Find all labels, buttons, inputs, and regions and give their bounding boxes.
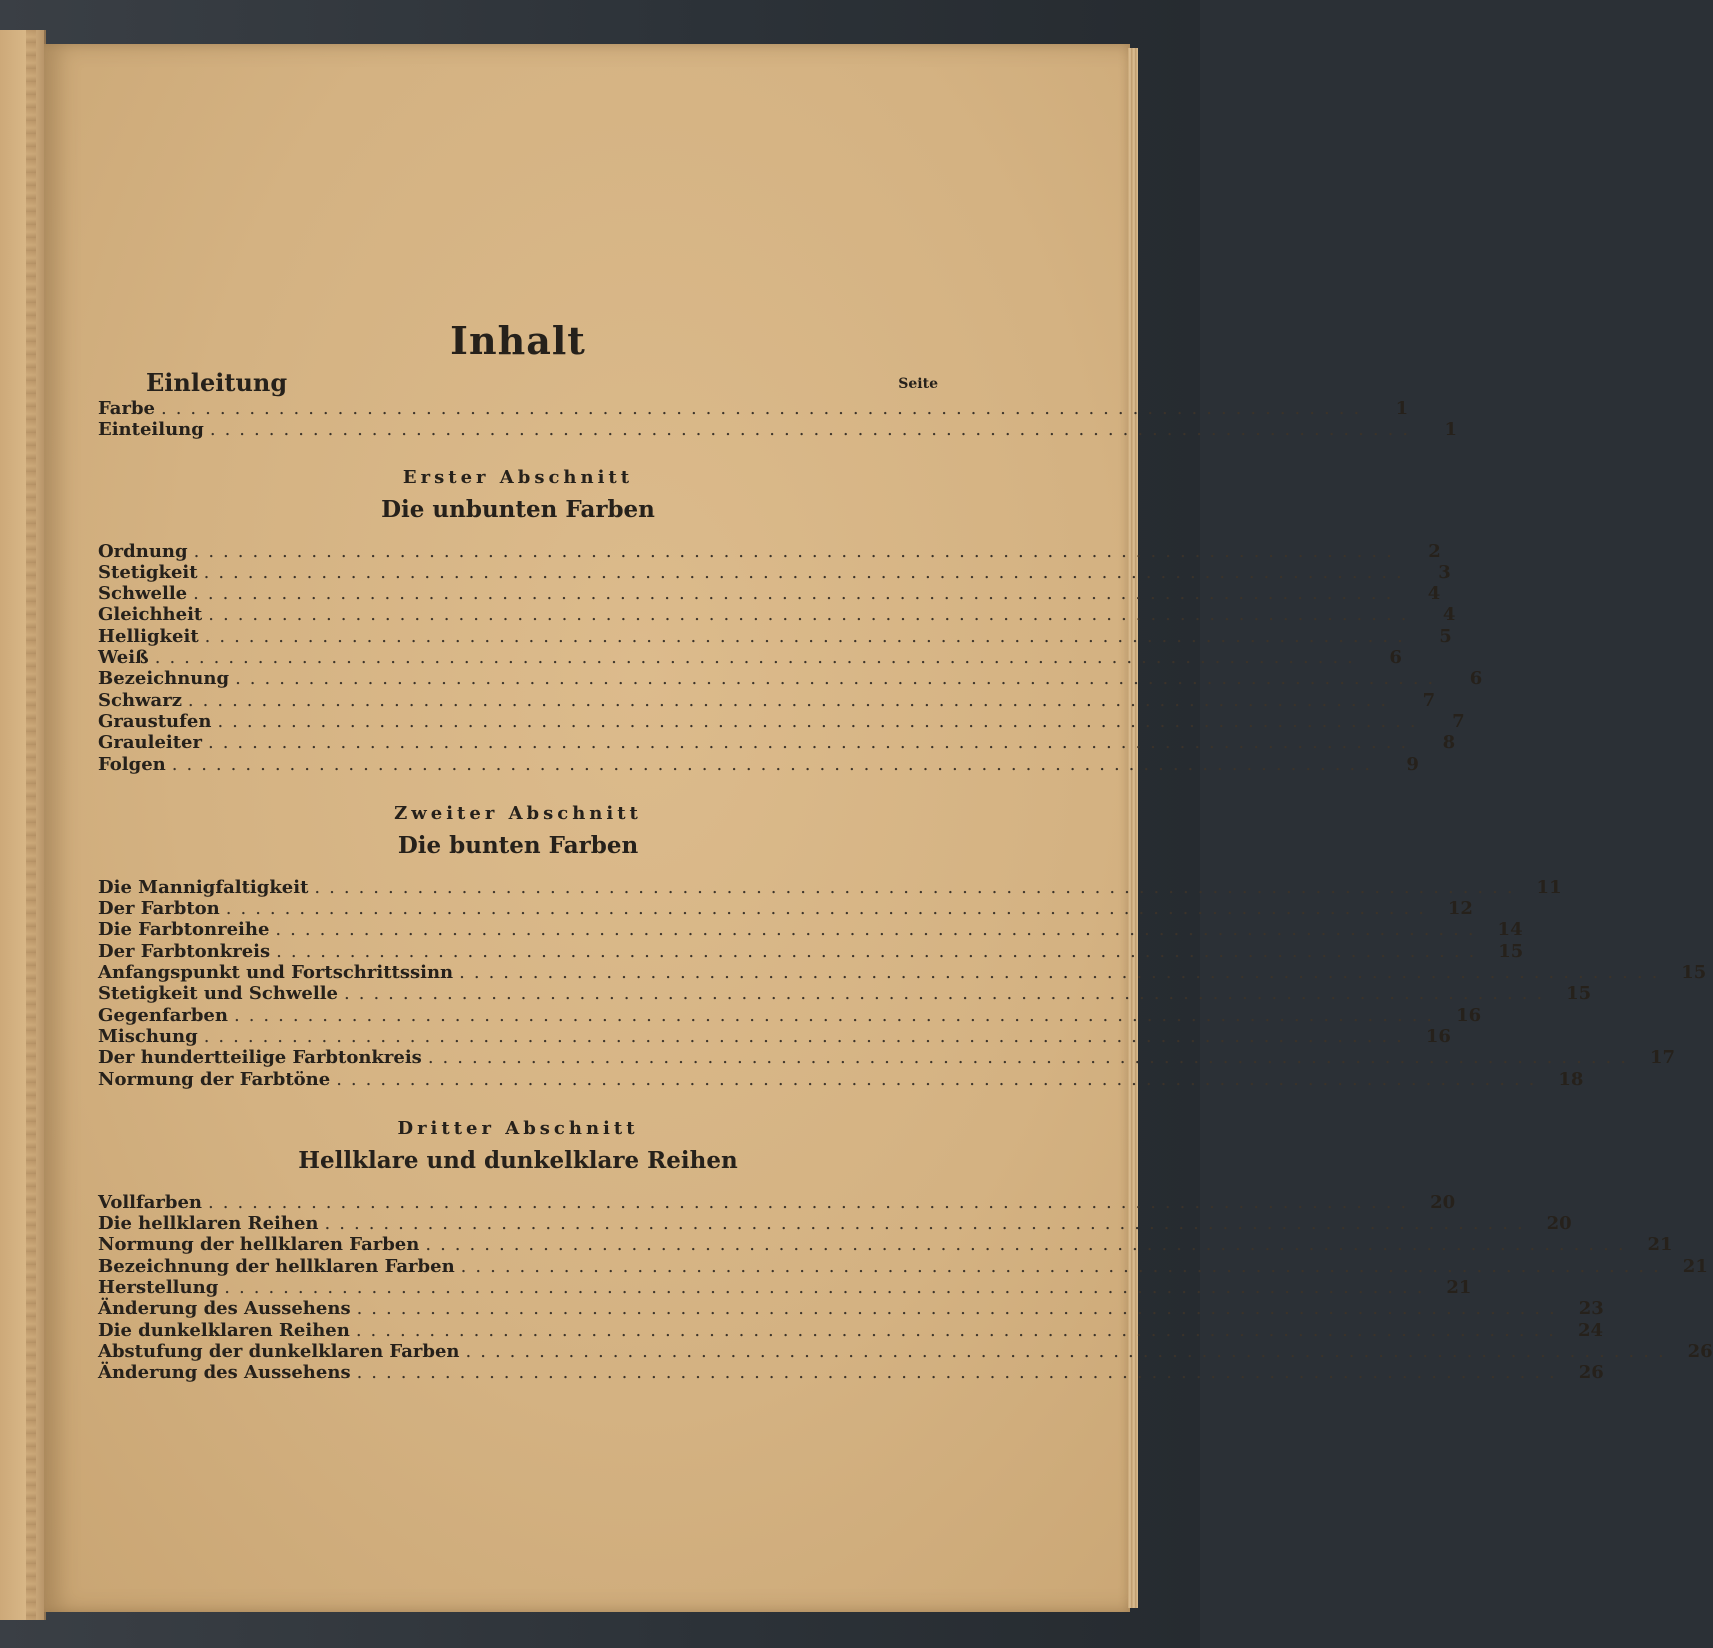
toc-entry bbox=[98, 689, 1436, 711]
leader-dots: .................................................................................. bbox=[324, 1213, 1532, 1235]
entry-label: Weiß bbox=[98, 647, 149, 669]
toc-entry bbox=[98, 753, 1419, 775]
entry-label: Änderung des Aussehens bbox=[98, 1298, 351, 1320]
entry-label: Herstellung bbox=[98, 1277, 219, 1299]
entry-label: Normung der hellklaren Farben bbox=[98, 1234, 420, 1256]
leader-dots: .................................................................................. bbox=[356, 1298, 1564, 1320]
entry-page: 26 bbox=[1578, 1362, 1604, 1384]
leader-dots: .................................................................................. bbox=[209, 419, 1418, 441]
entry-label: Vollfarben bbox=[98, 1191, 203, 1213]
toc-entry bbox=[98, 898, 1473, 920]
intro-entries bbox=[98, 398, 1458, 441]
entry-label: Der Farbton bbox=[98, 898, 220, 920]
entry-page: 4 bbox=[1427, 583, 1441, 605]
entry-page: 17 bbox=[1649, 1047, 1675, 1069]
entry-page: 11 bbox=[1536, 876, 1562, 898]
entry-page: 6 bbox=[1389, 647, 1402, 669]
entry-page: 1 bbox=[1444, 419, 1458, 441]
toc-entry bbox=[98, 540, 1441, 562]
entry-page: 12 bbox=[1447, 898, 1473, 920]
entry-label: Folgen bbox=[98, 753, 166, 775]
toc-entry bbox=[98, 919, 1523, 941]
toc-entry bbox=[98, 710, 1465, 732]
section-kicker: Dritter Abschnitt bbox=[397, 1117, 639, 1139]
entry-page: 4 bbox=[1442, 604, 1456, 626]
intro-heading: Einleitung bbox=[146, 368, 288, 397]
entry-page: 15 bbox=[1498, 940, 1524, 962]
entry-label: Schwelle bbox=[98, 583, 188, 605]
toc-entry bbox=[98, 1004, 1482, 1026]
toc-entry bbox=[98, 561, 1451, 583]
toc-entry bbox=[98, 604, 1456, 626]
leader-dots: .................................................................................. bbox=[224, 1277, 1432, 1299]
leader-dots: .................................................................................. bbox=[336, 1068, 1544, 1090]
leader-dots: .................................................................................. bbox=[225, 898, 1433, 920]
entry-page: 24 bbox=[1577, 1319, 1604, 1341]
leader-dots: .................................................................................. bbox=[193, 583, 1401, 605]
entry-label: Die hellklaren Reihen bbox=[98, 1213, 319, 1235]
toc-entry bbox=[98, 1277, 1472, 1299]
entry-page: 20 bbox=[1430, 1191, 1456, 1213]
toc-entry bbox=[98, 1191, 1456, 1213]
page-title: Inhalt bbox=[450, 318, 586, 363]
toc-entry bbox=[98, 1213, 1572, 1235]
entry-page: 9 bbox=[1406, 753, 1419, 775]
entry-page: 21 bbox=[1647, 1234, 1673, 1256]
leader-dots: .................................................................................. bbox=[207, 732, 1416, 754]
left-page-remnant bbox=[0, 30, 46, 1620]
leader-dots: .................................................................................. bbox=[208, 604, 1416, 626]
leader-dots: .................................................................................. bbox=[355, 1319, 1564, 1341]
entry-page: 2 bbox=[1428, 540, 1441, 562]
toc-entry bbox=[98, 962, 1707, 984]
leader-dots: .................................................................................. bbox=[425, 1234, 1633, 1256]
leader-dots: .................................................................................. bbox=[187, 689, 1396, 711]
entry-page: 3 bbox=[1438, 561, 1451, 583]
entry-label: Der Farbtonkreis bbox=[98, 940, 271, 962]
entry-page: 21 bbox=[1446, 1277, 1472, 1299]
entry-label: Stetigkeit und Schwelle bbox=[98, 983, 338, 1005]
page-column-label: Seite bbox=[898, 376, 938, 392]
toc-entry bbox=[98, 1068, 1584, 1090]
toc-entry bbox=[98, 1025, 1451, 1047]
leader-dots: .................................................................................. bbox=[356, 1362, 1564, 1384]
toc-entry bbox=[98, 940, 1524, 962]
entry-label: Normung der Farbtöne bbox=[98, 1068, 331, 1090]
leader-dots: .................................................................................. bbox=[276, 940, 1484, 962]
entry-page: 16 bbox=[1456, 1004, 1482, 1026]
leader-dots: .................................................................................. bbox=[154, 647, 1362, 669]
entry-label: Farbe bbox=[98, 398, 155, 419]
leader-dots: .................................................................................. bbox=[160, 398, 1369, 419]
toc-entry bbox=[98, 583, 1441, 605]
toc-entry bbox=[98, 1362, 1604, 1384]
entry-label: Die Farbtonreihe bbox=[98, 919, 270, 941]
leader-dots: .................................................................................. bbox=[193, 540, 1401, 562]
entry-label: Gegenfarben bbox=[98, 1004, 228, 1026]
entry-label: Graustufen bbox=[98, 710, 212, 732]
entry-page: 20 bbox=[1546, 1213, 1572, 1235]
entry-page: 18 bbox=[1558, 1068, 1584, 1090]
entry-label: Die Mannigfaltigkeit bbox=[98, 876, 309, 898]
entry-label: Bezeichnung bbox=[98, 668, 230, 690]
toc-entry bbox=[98, 398, 1409, 419]
entry-label: Helligkeit bbox=[98, 625, 199, 647]
toc-entry bbox=[98, 1047, 1675, 1069]
entry-label: Bezeichnung der hellklaren Farben bbox=[98, 1255, 455, 1277]
toc-entry bbox=[98, 1319, 1604, 1341]
torn-binding-edge bbox=[26, 30, 36, 1620]
entry-page: 14 bbox=[1497, 919, 1523, 941]
toc-entry bbox=[98, 625, 1452, 647]
section-title: Die unbunten Farben bbox=[381, 495, 655, 523]
section-kicker: Erster Abschnitt bbox=[402, 466, 634, 488]
leader-dots: .................................................................................. bbox=[275, 919, 1483, 941]
entry-page: 7 bbox=[1422, 689, 1436, 711]
section-kicker: Zweiter Abschnitt bbox=[394, 802, 642, 824]
entry-label: Schwarz bbox=[98, 689, 182, 711]
entry-label: Abstufung der dunkelklaren Farben bbox=[98, 1340, 460, 1362]
entry-label: Stetigkeit bbox=[98, 561, 198, 583]
leader-dots: .................................................................................. bbox=[171, 753, 1379, 775]
entry-label: Gleichheit bbox=[98, 604, 203, 626]
leader-dots: .................................................................................. bbox=[233, 1004, 1442, 1026]
toc-entry bbox=[98, 732, 1456, 754]
toc-entry bbox=[98, 419, 1458, 441]
toc-entry bbox=[98, 1340, 1713, 1362]
entry-page: 15 bbox=[1681, 962, 1707, 984]
entry-page: 15 bbox=[1566, 983, 1592, 1005]
entry-page: 23 bbox=[1578, 1298, 1604, 1320]
leader-dots: .................................................................................. bbox=[208, 1191, 1416, 1213]
toc-entry bbox=[98, 1298, 1604, 1320]
entry-label: Grauleiter bbox=[98, 732, 202, 754]
entry-page: 6 bbox=[1469, 668, 1483, 690]
entry-page: 26 bbox=[1687, 1340, 1713, 1362]
leader-dots: .................................................................................. bbox=[427, 1047, 1635, 1069]
section-title: Die bunten Farben bbox=[397, 831, 639, 859]
entry-label: Mischung bbox=[98, 1025, 198, 1047]
section-3 bbox=[98, 1114, 1713, 1384]
leader-dots: .................................................................................. bbox=[465, 1340, 1673, 1362]
leader-dots: .................................................................................. bbox=[204, 625, 1412, 647]
leader-dots: .................................................................................. bbox=[314, 876, 1522, 898]
entry-label: Anfangspunkt und Fortschrittssinn bbox=[98, 962, 454, 984]
toc-entry bbox=[98, 647, 1402, 669]
section-2 bbox=[98, 799, 1707, 1090]
leader-dots: .................................................................................. bbox=[460, 1255, 1668, 1277]
leader-dots: .................................................................................. bbox=[344, 983, 1552, 1005]
entry-label: Änderung des Aussehens bbox=[98, 1362, 351, 1384]
entry-label: Ordnung bbox=[98, 540, 188, 562]
section-1 bbox=[98, 463, 1483, 775]
leader-dots: .................................................................................. bbox=[235, 668, 1443, 690]
leader-dots: .................................................................................. bbox=[203, 1025, 1411, 1047]
section-title: Hellklare und dunkelklare Reihen bbox=[298, 1146, 738, 1174]
toc-entry bbox=[98, 1234, 1673, 1256]
table-of-contents bbox=[98, 318, 1713, 1384]
entry-label: Einteilung bbox=[98, 419, 204, 441]
toc-entry bbox=[98, 876, 1562, 898]
toc-entry bbox=[98, 983, 1592, 1005]
entry-page: 7 bbox=[1452, 710, 1465, 732]
entry-page: 8 bbox=[1442, 732, 1456, 754]
entry-page: 16 bbox=[1425, 1025, 1451, 1047]
toc-entry bbox=[98, 1255, 1708, 1277]
toc-entry bbox=[98, 668, 1483, 690]
entry-page: 21 bbox=[1682, 1255, 1708, 1277]
leader-dots: .................................................................................. bbox=[459, 962, 1667, 984]
entry-label: Der hundertteilige Farbtonkreis bbox=[98, 1047, 422, 1069]
entry-page: 1 bbox=[1395, 398, 1409, 419]
entry-label: Die dunkelklaren Reihen bbox=[98, 1319, 350, 1341]
leader-dots: .................................................................................. bbox=[203, 561, 1411, 583]
intro-heading-row bbox=[98, 364, 938, 398]
leader-dots: .................................................................................. bbox=[217, 710, 1425, 732]
entry-page: 5 bbox=[1439, 625, 1452, 647]
